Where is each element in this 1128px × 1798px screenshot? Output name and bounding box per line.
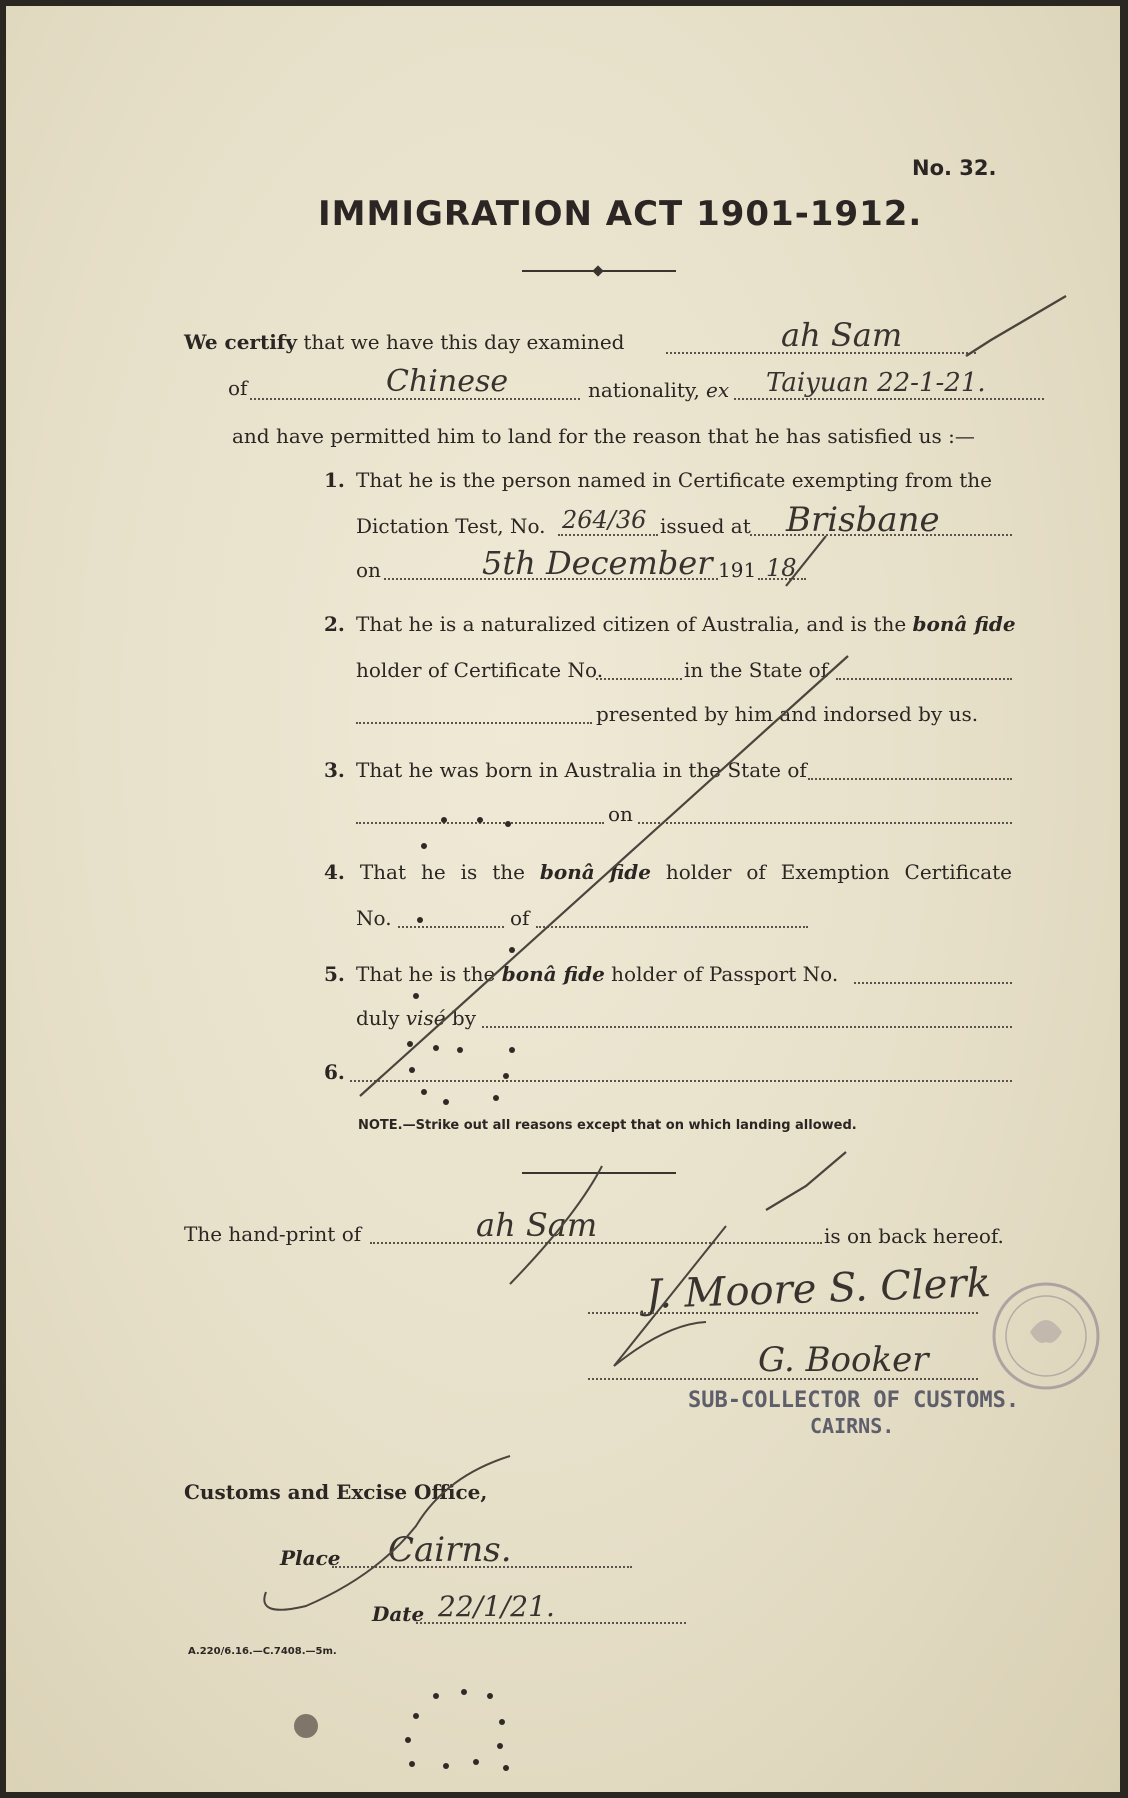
note-label: NOTE. bbox=[358, 1118, 403, 1133]
exemption-of-label: of bbox=[510, 906, 530, 930]
print-code: A.220/6.16.—C.7408.—5m. bbox=[188, 1646, 337, 1657]
nationality-value: Chinese bbox=[386, 364, 509, 399]
clause-4-holder: holder bbox=[665, 860, 732, 884]
clause-5-text-a: That he is the bbox=[356, 962, 496, 986]
clause-4-he: he bbox=[420, 860, 446, 884]
clause-6-number: 6. bbox=[324, 1060, 345, 1084]
sub-collector-stamp: SUB-COLLECTOR OF CUSTOMS. bbox=[688, 1388, 1020, 1413]
by-label: by bbox=[451, 1006, 477, 1030]
document-number: No. 32. bbox=[912, 156, 997, 180]
clause-2-text: That he is a naturalized citizen of Australia, and is the bbox=[356, 612, 907, 636]
strike-line-clauses bbox=[360, 656, 848, 1096]
checkmark-date bbox=[786, 536, 826, 586]
clause-5-text-b: holder of Passport No. bbox=[611, 962, 839, 986]
clause-4-the: the bbox=[492, 860, 525, 884]
note-text: —Strike out all reasons except that on which landing allowed. bbox=[402, 1118, 857, 1133]
place-label: Place bbox=[280, 1546, 341, 1570]
issued-label: issued at bbox=[660, 514, 751, 538]
clause-4-of: of bbox=[746, 860, 766, 884]
examined-name: ah Sam bbox=[781, 316, 903, 354]
punch-holes-lower bbox=[405, 1689, 509, 1771]
holder-label: holder of Certificate No. bbox=[356, 658, 604, 682]
clause-2-number: 2. bbox=[324, 612, 345, 636]
date-value: 22/1/21. bbox=[438, 1590, 555, 1623]
year-handwritten: 18 bbox=[766, 554, 797, 582]
cairns-stamp: CAIRNS. bbox=[810, 1414, 895, 1438]
place-value: Cairns. bbox=[388, 1530, 512, 1570]
issue-date: 5th December bbox=[482, 544, 713, 582]
duly-label: duly bbox=[356, 1006, 400, 1030]
office-flourish bbox=[264, 1456, 510, 1610]
born-on-label: on bbox=[608, 802, 633, 826]
clause-5-bona-fide: bonâ fide bbox=[501, 962, 605, 986]
checkmark-name bbox=[966, 296, 1066, 356]
dictation-cert-no: 264/36 bbox=[562, 506, 647, 534]
clause-1-number: 1. bbox=[324, 468, 345, 492]
clause-1-line1: That he is the person named in Certificate exempting from the bbox=[356, 468, 992, 492]
year-printed: 191 bbox=[718, 558, 757, 582]
vise-label: visé bbox=[405, 1006, 446, 1030]
examined-text: that we have this day examined bbox=[303, 330, 625, 354]
clerk-signature: J. Moore S. Clerk bbox=[645, 1259, 992, 1319]
clause-4-is: is bbox=[460, 860, 478, 884]
date-label: Date bbox=[372, 1602, 425, 1626]
clause-3-number: 3. bbox=[324, 758, 345, 782]
handprint-suffix: is on back hereof. bbox=[824, 1224, 1004, 1248]
on-label: on bbox=[356, 558, 381, 582]
clause-2-bona-fide: bonâ fide bbox=[912, 612, 1016, 636]
punch-holes-upper bbox=[407, 817, 515, 1105]
ex-label: ex bbox=[706, 378, 730, 402]
clause-4-bona: bonâ bbox=[539, 860, 595, 884]
dictation-label: Dictation Test, No. bbox=[356, 514, 546, 538]
issued-place: Brisbane bbox=[786, 500, 940, 540]
clause-5-number: 5. bbox=[324, 962, 345, 986]
handprint-label: The hand-print of bbox=[184, 1222, 362, 1246]
clause-4-exemption: Exemption bbox=[780, 860, 890, 884]
of-label: of bbox=[228, 376, 248, 400]
handprint-name: ah Sam bbox=[476, 1206, 598, 1244]
handprint-stroke bbox=[510, 1166, 602, 1284]
permitted-text: and have permitted him to land for the reason that he has satisfied us :— bbox=[232, 424, 975, 448]
clause-4-that: That bbox=[359, 860, 407, 884]
ship-value: Taiyuan 22-1-21. bbox=[766, 368, 986, 398]
exemption-no-label: No. bbox=[356, 906, 392, 930]
signature-flourish bbox=[614, 1226, 726, 1366]
clause-4-certificate: Certificate bbox=[904, 860, 1012, 884]
office-title: Customs and Excise Office, bbox=[184, 1480, 488, 1504]
clause-4-fide: fide bbox=[609, 860, 651, 884]
nationality-label: nationality, bbox=[588, 378, 700, 402]
checkmark-handprint bbox=[766, 1152, 846, 1210]
we-certify-text: We certify bbox=[184, 330, 298, 354]
clause-3-line1: That he was born in Australia in the State of bbox=[356, 758, 807, 782]
document-page bbox=[6, 6, 1120, 1792]
ink-markings bbox=[6, 6, 1120, 1792]
document-title: IMMIGRATION ACT 1901-1912. bbox=[318, 194, 923, 234]
clause-4-number: 4. bbox=[324, 860, 345, 884]
officer-signature: G. Booker bbox=[758, 1340, 929, 1380]
ink-blot bbox=[294, 1714, 318, 1738]
state-label: in the State of bbox=[684, 658, 829, 682]
presented-label: presented by him and indorsed by us. bbox=[596, 702, 979, 726]
